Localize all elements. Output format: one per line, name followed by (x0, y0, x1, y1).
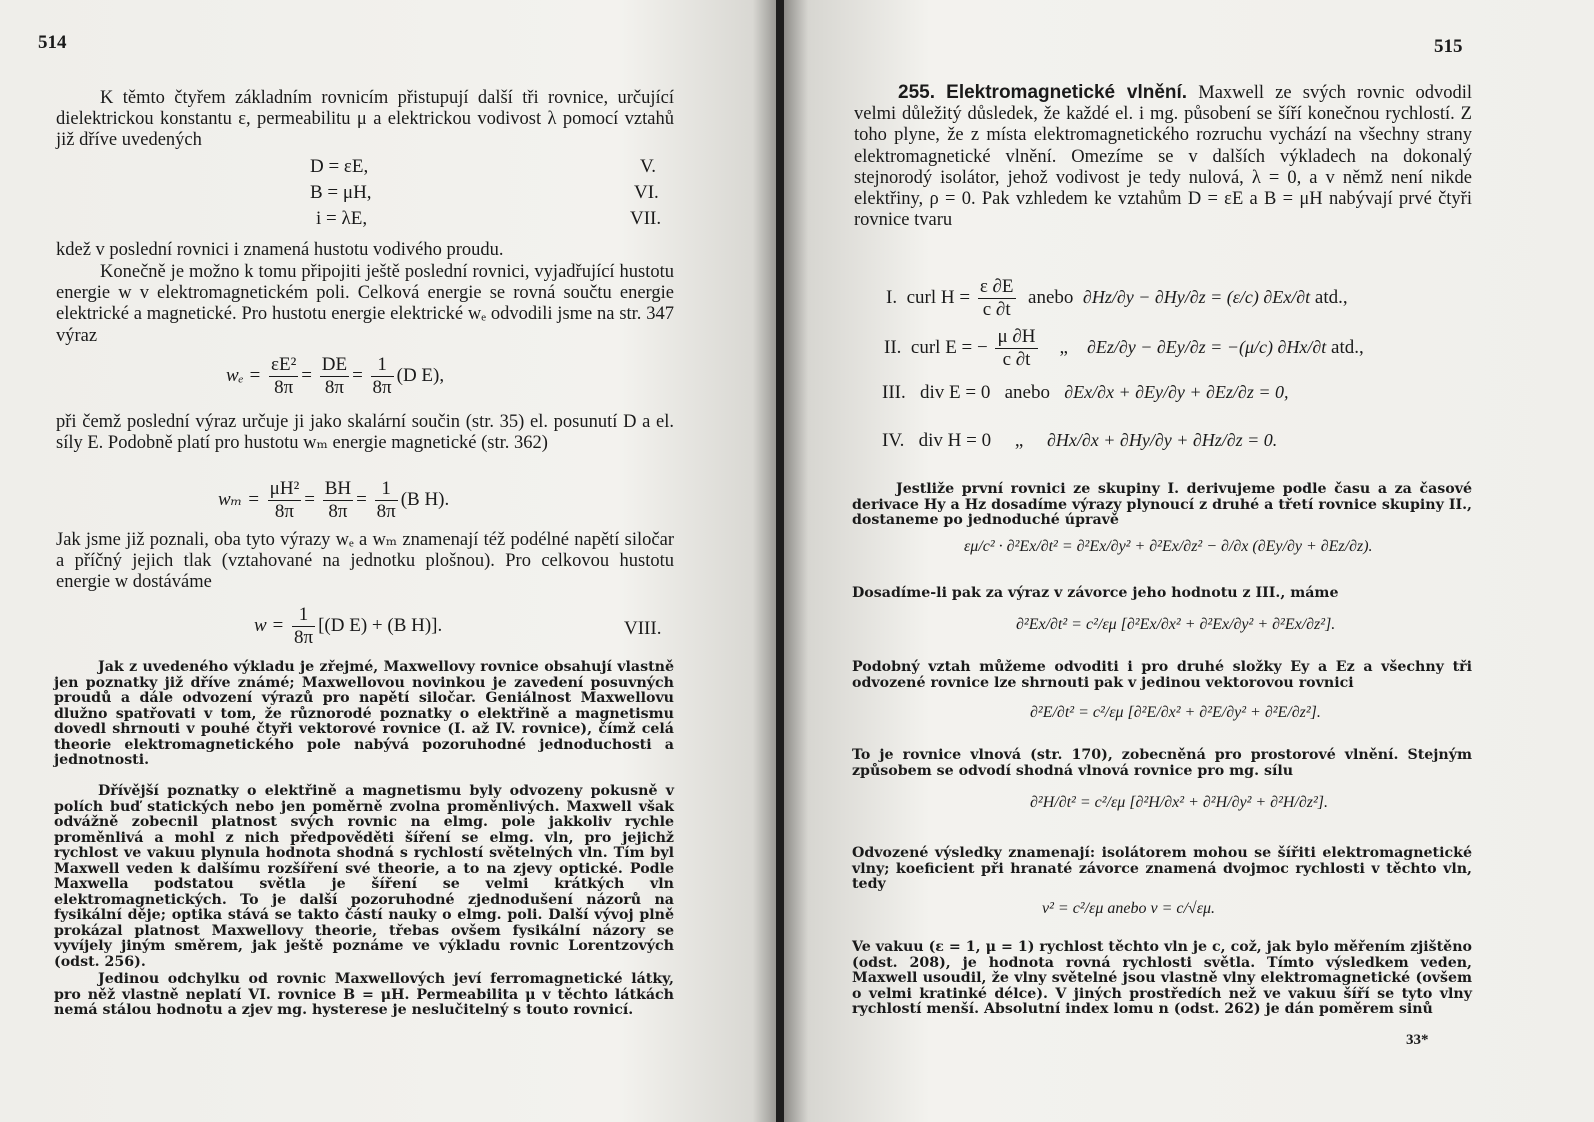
equation-v-number: V. (640, 156, 657, 177)
formula-we: wₑ = $\frac{\text{εE²}}{8\pi}$ = $\frac{DE}{8\pi}$ = $\frac{1}{8\pi}$ (D E), (226, 354, 445, 398)
page-number-right: 515 (1434, 36, 1463, 57)
equation-viii-number: VIII. (624, 618, 662, 639)
equation-a: εμ/c² · ∂²Ex/∂t² = ∂²Ex/∂y² + ∂²Ex/∂z² − ∂/∂x (∂Ey/∂y + ∂Ez/∂z). (964, 538, 1373, 555)
intro-paragraph: K těmto čtyřem základním rovnicím přistupují další tři rovnice, určující dielektrickou konstantu ε, permeabilitu μ a elektrickou vodivost λ pomocí vztahů již dříve uvedených (56, 88, 674, 151)
page-number-left: 514 (38, 32, 67, 53)
equation-vi-number: VI. (634, 182, 659, 203)
vacuum-paragraph: Ve vakuu (ε = 1, μ = 1) rychlost těchto vln je c, což, jak bylo měřením zjištěno (odst. 208), je hodnota rovná rychlosti světla. Tímto výsledkem veden, Maxwell usoudil, že vlny světelné jsou vlastně vlny elektromagnetické (ovšem o velmi kratinké délce). V jiných prostředích než ve vakuu šíří se tyto vlny rychlostí menší. Absolutní index lomu n (odst. 262) je dán poměrem sinů (852, 939, 1472, 1017)
system-row-ii: II. curl E = − $\frac{\mu \partial H}{c \partial t}$ „ ∂Ez/∂y − ∂Ey/∂z = −(μ/c) ∂Hx/∂t atd., (884, 326, 1364, 370)
section-number: 255. (898, 82, 935, 103)
equation-v: D = εE, (310, 156, 369, 177)
note-paragraph-3: Jedinou odchylku od rovnic Maxwellových jeví ferromagnetické látky, pro něž vlastně neplatí VI. rovnice B = μH. Permeabilita μ v těchto látkách nemá stálou hodnotu a zjev mg. hysterese je neslučitelný s touto rovnicí. (54, 971, 674, 1018)
section-title: Elektromagnetické vlnění. (946, 82, 1188, 103)
note-paragraph-2: Dřívější poznatky o elektřině a magnetismu byly odvozeny pokusně v polích buď statických nebo jen poměrně zvolna proměnlivých. Maxwell však odvážně zobecnil platnost svých rovnic na elmg. pole jakkoliv rychle proměnlivá a mohl z nich předpověděti šíření se elmg. vln, pro jejichž rychlost ve vakuu plynula hodnota shodná s rychlostí světelných vln. Tím byl Maxwell veden k dalšímu rozšíření své theorie, a to na zjevy optické. Podle Maxwella podstatou světla je šíření se velmi krátkých vln elektromagnetických. To je další pozoruhodné zjednodušení názorů na fysikální děje; optika stává se takto částí nauky o elmg. poli. Další vývoj plně prokázal platnost Maxwellovy theorie, třebas ovšem fysikální názory se vyvíjely jiným směrem, jak ještě poznáme ve výkladu rovnic Lorentzových (odst. 256). (54, 783, 674, 970)
substitution-paragraph: Dosadíme-li pak za výraz v závorce jeho hodnotu z III., máme (852, 585, 1339, 601)
paragraph-wm: při čemž poslední výraz určuje ji jako skalární součin (str. 35) el. posunutí D a el. síly E. Podobně platí pro hustotu wₘ energie magnetické (str. 362) (56, 412, 674, 454)
equation-d: ∂²H/∂t² = c²/εμ [∂²H/∂x² + ∂²H/∂y² + ∂²H/∂z²]. (1030, 794, 1329, 811)
results-paragraph: Odvozené výsledky znamenají: isolátorem mohou se šířiti elektromagnetické vlny; koeficient při hranaté závorce znamená dvojmoc rychlosti v těchto vln, tedy (852, 845, 1472, 892)
equation-c: ∂²E/∂t² = c²/εμ [∂²E/∂x² + ∂²E/∂y² + ∂²E/∂z²]. (1030, 704, 1321, 721)
equation-vii: i = λE, (316, 208, 368, 229)
system-row-i: I. curl H = $\frac{\varepsilon \partial E}{c \partial t}$ anebo ∂Hz/∂y − ∂Hy/∂z = (ε/c) ∂Ex/∂t atd., (886, 276, 1348, 320)
wave-equation-paragraph: To je rovnice vlnová (str. 170), zobecněná pro prostorové vlnění. Stejným způsobem se odvodí shodná vlnová rovnice pro mg. sílu (852, 747, 1472, 779)
vector-paragraph: Podobný vztah můžeme odvoditi i pro druhé složky Ey a Ez a všechny tři odvozené rovnice lze shrnouti pak v jedinou vektorovou rovnici (852, 659, 1472, 691)
equation-b: ∂²Ex/∂t² = c²/εμ [∂²Ex/∂x² + ∂²Ex/∂y² + ∂²Ex/∂z²]. (1016, 616, 1336, 633)
formula-wm: wₘ = $\frac{\text{μH²}}{8\pi}$ = $\frac{BH}{8\pi}$ = $\frac{1}{8\pi}$ (B H). (218, 478, 450, 522)
paragraph-tension: Jak jsme již poznali, oba tyto výrazy wₑ a wₘ znamenají též podélné napětí siločar a příčný jejich tlak (vztahované na jednotku plošnou). Pro celkovou hustotu energie w dostáváme (56, 530, 674, 593)
equation-vi: B = μH, (310, 182, 372, 203)
left-page (0, 0, 776, 1122)
equation-e: v² = c²/εμ anebo v = c/√εμ. (1042, 900, 1216, 917)
formula-w: w = $\frac{1}{8\pi}$ [(D E) + (B H)]. (254, 604, 443, 648)
right-page (784, 0, 1594, 1122)
derivation-paragraph: Jestliže první rovnici ze skupiny I. derivujeme podle času a za časové derivace Hy a Hz dosadíme výrazy plynoucí z druhé a třetí rovnice skupiny II., dostaneme po jednoduché úpravě (852, 481, 1472, 528)
section-255-intro: 255. Elektromagnetické vlnění. Maxwell ze svých rovnic odvodil velmi důležitý důsledek, že každé el. i mg. působení se šíří konečnou rychlostí. Z toho plyne, že z místa elektromagnetického rozruchu vychází na všechny strany elektromagnetické vlnění. Omezíme se v dalších výkladech na dokonalý stejnorodý isolátor, jehož vodivost je tedy nulová, λ = 0, a v němž není nikde elektřiny, ρ = 0. Pak vzhledem ke vztahům D = εE a B = μH nabývají prvé čtyři rovnice tvaru (854, 82, 1473, 231)
paragraph-energy: Konečně je možno k tomu připojiti ještě poslední rovnici, vyjadřující hustotu energie w v elektromagnetickém poli. Celková energie se rovná součtu energie elektrické a magnetické. Pro hustotu energie elektrické wₑ odvodili jsme na str. 347 výraz (56, 262, 674, 346)
system-row-iii: III. div E = 0 anebo ∂Ex/∂x + ∂Ey/∂y + ∂Ez/∂z = 0, (882, 382, 1289, 403)
note-paragraph-1: Jak z uvedeného výkladu je zřejmé, Maxwellovy rovnice obsahují vlastně jen poznatky již dříve známé; Maxwellovou novinkou je zavedení posuvných proudů a dále odvození výrazů pro napětí siločar. Geniálnost Maxwellovu dlužno spatřovati v tom, že různorodé poznatky o elektřině a magnetismu dovedl shrnouti v pouhé čtyři vektorové rovnice (I. až IV. rovnice), čímž celá theorie elektromagnetického pole nabývá pozoruhodné jednoduchosti a jednotnosti. (54, 659, 674, 768)
equation-vii-number: VII. (630, 208, 662, 229)
system-row-iv: IV. div H = 0 „ ∂Hx/∂x + ∂Hy/∂y + ∂Hz/∂z = 0. (882, 430, 1278, 451)
paragraph-conduction: kdež v poslední rovnici i znamená hustotu vodivého proudu. (56, 240, 504, 260)
signature-mark: 33* (1406, 1032, 1429, 1048)
